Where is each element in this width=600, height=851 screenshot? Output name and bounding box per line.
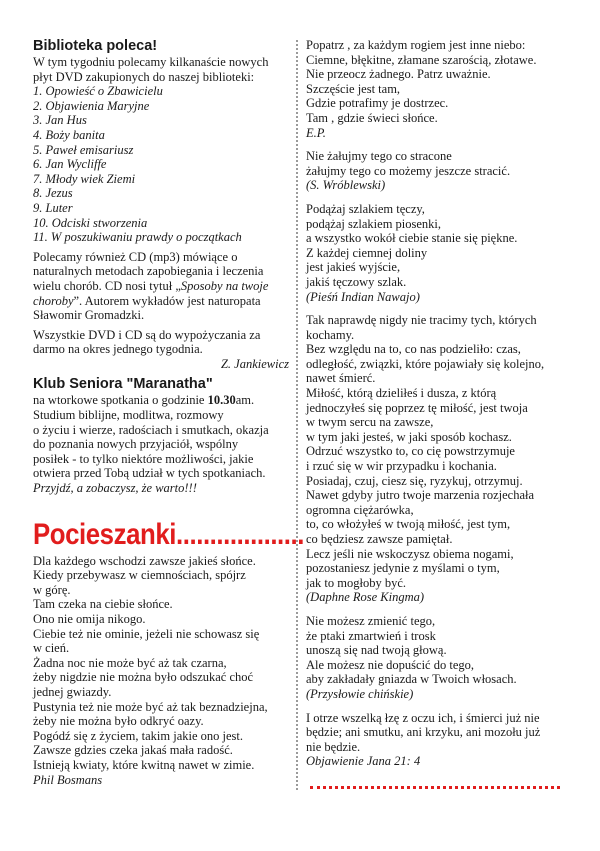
list-item: 1. Opowieść o Zbawicielu (33, 84, 163, 99)
pocieszanki-poem: Dla każdego wschodzi zawsze jakieś słońce. Kiedy przebywasz w ciemnościach, spójrz w górę. Tam czeka na ciebie słońce. Ono nie omija nikogo. Ciebie też nie ominie, jeżeli nie schowasz się w cień. Żadna noc nie może być aż tak czarna, żeby nigdzie nie można było odszukać choć jednej gwiazdy. Pustynia też nie może być aż tak beznadziejna, żeby nie można było odkryć oazy. Pogódź się z życiem, takim jakie ono jest. Zawsze gdzies czeka jakaś mała radość. Istnieją kwiaty, które kwitną nawet w zimie. (33, 553, 268, 772)
quote-6-author: Objawienie Jana 21: 4 (306, 754, 421, 769)
club-invite: Przyjdź, a zobaczysz, że warto!!! (33, 481, 197, 496)
left-column (33, 38, 305, 787)
red-dotted-rule (310, 786, 560, 789)
club-paragraph: na wtorkowe spotkania o godzinie 10.30am. Studium biblijne, modlitwa, rozmowy o życiu i wierze, radościach i smutkach, okazja do poznania nowych przyjaciół, wspólny posiłek - to tylko niektóre możliwości, jakie otwiera przed Tobą udział w tych spotkaniach. Przyjdź, a zobaczysz, że warto!!! (33, 393, 289, 495)
quote-2-author: (S. Wróblewski) (306, 178, 386, 193)
pocieszanki-author: Phil Bosmans (33, 772, 103, 787)
quote-6: I otrze wszelką łzę z oczu ich, i śmierci już nie będzie; ani smutku, ani krzyku, ani mozołu już nie będzie. Objawienie Jana 21: 4 (306, 711, 568, 769)
list-item: 11. W poszukiwaniu prawdy o początkach (33, 230, 242, 245)
quote-1: Popatrz , za każdym rogiem jest inne niebo: Ciemne, błękitne, złamane szarością, złotawe. Nie przeocz żadnego. Patrz uważnie. Szczęście jest tam, Gdzie potrafimy je dostrzec. Tam , gdzie świeci słońce. E.P. (306, 38, 568, 140)
list-item: 8. Jezus (33, 186, 73, 201)
library-signature: Z. Jankiewicz (220, 356, 289, 371)
library-title: Biblioteka poleca! (33, 38, 158, 54)
quote-3: Podążaj szlakiem tęczy, podążaj szlakiem piosenki, a wszystko wokół ciebie stanie się piękne. Z każdej ciemnej doliny jest jakieś wyjście, jakiś tęczowy szlak. (Pieśń Indian Nawajo) (306, 202, 568, 304)
list-item: 10. Odciski stworzenia (33, 215, 148, 230)
list-item: 4. Boży banita (33, 127, 105, 142)
quote-1-author: E.P. (306, 125, 326, 140)
quote-5: Nie możesz zmienić tego, że ptaki zmartwień i trosk unoszą się nad twoją głową. Ale możesz nie dopuścić do tego, aby zakładały gniazda w Twoich włosach. (Przysłowie chińskie) (306, 614, 568, 702)
list-item: 5. Paweł emisariusz (33, 142, 134, 157)
dvd-list (33, 84, 289, 245)
list-item: 2. Objawienia Maryjne (33, 98, 150, 113)
column-divider (296, 40, 298, 790)
quote-3-author: (Pieśń Indian Nawajo) (306, 289, 420, 304)
list-item: 9. Luter (33, 200, 73, 215)
quote-4-author: (Daphne Rose Kingma) (306, 590, 425, 605)
list-item: 3. Jan Hus (33, 113, 87, 128)
list-item: 7. Młody wiek Ziemi (33, 171, 136, 186)
cd-paragraph: Polecamy również CD (mp3) mówiące o naturalnych metodach zapobiegania i leczenia wielu chorób. CD nosi tytuł „Sposoby na twoje choroby”. Autorem wykładów jest naturopata Sławomir Gromadzki. (33, 249, 269, 323)
list-item: 6. Jan Wycliffe (33, 157, 107, 172)
pocieszanki-title: Pocieszanki................... (33, 517, 305, 551)
club-title: Klub Seniora "Maranatha" (33, 376, 213, 393)
quote-4: Tak naprawdę nigdy nie tracimy tych, których kochamy. Bez względu na to, co nas podzieliło: czas, odległość, związki, które pojawiały się kolejno, nawet śmierć. Miłość, którą dzieliłeś i dusza, z którą jednoczyłeś się poprzez tę miłość, jest twoja w twym sercu na zawsze, w tym jaki jesteś, w jaki sposób kochasz. Odrzuć wszystko to, co cię powstrzymuje i rzuć się w wir przypadku i kochania. Posiadaj, czuj, ciesz się, ryzykuj, otrzymuj. Nawet gdyby jutro twoje marzenia rozjechała ogromna ciężarówka, to, co włożyłeś w twoją miłość, jest tym, co będziesz zawsze pamiętał. Lecz jeśli nie wskoczysz obiema nogami, pozostaniesz jedynie z myślami o tym, jak to mogłoby być. (Daphne Rose Kingma) (306, 313, 568, 605)
loan-paragraph: Wszystkie DVD i CD są do wypożyczania za darmo na okres jednego tygodnia. (33, 327, 261, 357)
quote-2: Nie żałujmy tego co stracone żałujmy tego co możemy jeszcze stracić. (S. Wróblewski) (306, 149, 568, 193)
right-column (306, 38, 568, 769)
quote-5-author: (Przysłowie chińskie) (306, 686, 414, 701)
library-intro: W tym tygodniu polecamy kilkanaście nowych płyt DVD zakupionych do naszej biblioteki: (33, 55, 269, 84)
